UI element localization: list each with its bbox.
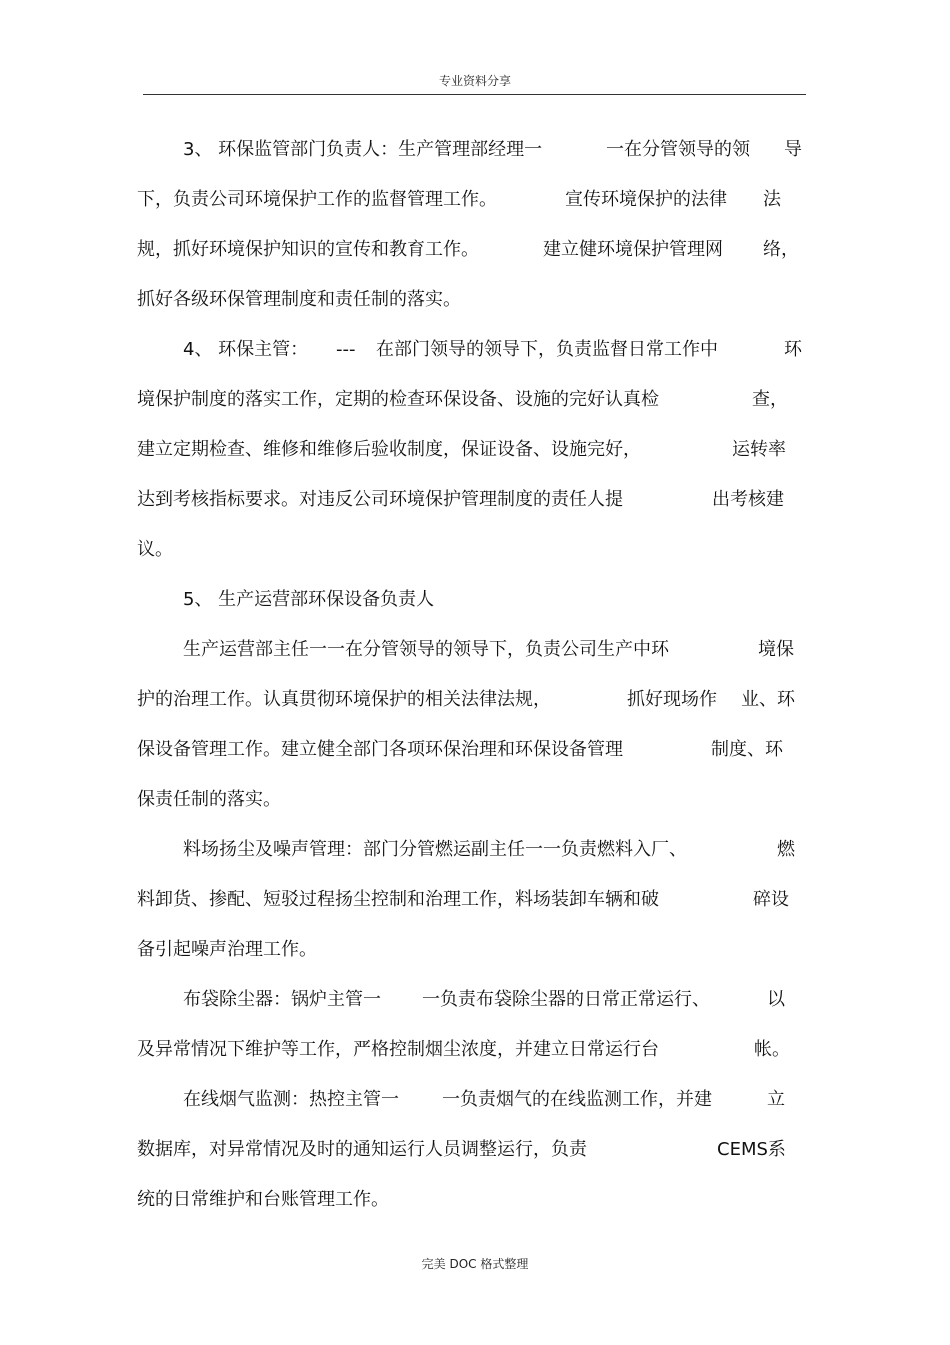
text-segment: 抓好现场作	[627, 689, 717, 710]
text-segment: 建立健环境保护管理网	[543, 239, 723, 260]
text-segment: 查，	[752, 389, 788, 410]
text-segment: 料场扬尘及噪声管理：部门分管燃运副主任一一负责燃料入厂、	[183, 839, 687, 860]
text-segment: 议。	[137, 539, 173, 560]
header-rule	[143, 94, 806, 95]
text-line	[0, 885, 950, 915]
text-segment: 出考核建	[712, 489, 784, 510]
text-line	[0, 785, 950, 815]
text-segment: 一负责布袋除尘器的日常正常运行、	[422, 989, 710, 1010]
text-line	[0, 1035, 950, 1065]
text-line	[0, 835, 950, 865]
text-segment: 及异常情况下维护等工作，严格控制烟尘浓度，并建立日常运行台	[137, 1039, 659, 1060]
text-segment: 规，抓好环境保护知识的宣传和教育工作。	[137, 239, 479, 260]
text-segment: 境保	[758, 639, 794, 660]
text-segment: 下，负责公司环境保护工作的监督管理工作。	[137, 189, 497, 210]
text-segment: 备引起噪声治理工作。	[137, 939, 317, 960]
text-segment: 法	[763, 189, 781, 210]
text-segment: 4、 环保主管：	[183, 339, 309, 360]
text-line	[0, 185, 950, 215]
text-segment: 布袋除尘器：锅炉主管一	[183, 989, 381, 1010]
text-segment: 一负责烟气的在线监测工作，并建	[442, 1089, 712, 1110]
text-segment: 一在分管领导的领	[606, 139, 750, 160]
text-segment: 数据库，对异常情况及时的通知运行人员调整运行，负责	[137, 1139, 587, 1160]
text-segment: 运转率	[732, 439, 786, 460]
text-segment: 业、环	[741, 689, 795, 710]
text-line	[0, 985, 950, 1015]
text-segment: 建立定期检查、维修和维修后验收制度，保证设备、设施完好，	[137, 439, 641, 460]
text-segment: 宣传环境保护的法律	[565, 189, 727, 210]
text-segment: 在部门领导的领导下，负责监督日常工作中	[376, 339, 718, 360]
text-segment: 络，	[763, 239, 799, 260]
text-segment: 5、 生产运营部环保设备负责人	[183, 589, 435, 610]
text-line	[0, 1085, 950, 1115]
text-segment: ---	[336, 339, 356, 360]
text-line	[0, 735, 950, 765]
text-segment: 帐。	[754, 1039, 790, 1060]
text-line	[0, 235, 950, 265]
text-segment: CEMS系	[717, 1139, 786, 1160]
text-segment: 制度、环	[711, 739, 783, 760]
text-line	[0, 535, 950, 565]
text-line	[0, 585, 950, 615]
text-segment: 达到考核指标要求。对违反公司环境保护管理制度的责任人提	[137, 489, 623, 510]
text-segment: 保设备管理工作。建立健全部门各项环保治理和环保设备管理	[137, 739, 623, 760]
text-segment: 料卸货、掺配、短驳过程扬尘控制和治理工作，料场装卸车辆和破	[137, 889, 659, 910]
text-segment: 抓好各级环保管理制度和责任制的落实。	[137, 289, 461, 310]
text-segment: 立	[767, 1089, 785, 1110]
text-line	[0, 1185, 950, 1215]
text-line	[0, 635, 950, 665]
text-segment: 生产运营部主任一一在分管领导的领导下，负责公司生产中环	[183, 639, 669, 660]
text-line	[0, 285, 950, 315]
text-segment: 保责任制的落实。	[137, 789, 281, 810]
text-line	[0, 485, 950, 515]
text-line	[0, 685, 950, 715]
text-segment: 境保护制度的落实工作，定期的检查环保设备、设施的完好认真检	[137, 389, 659, 410]
text-segment: 碎设	[753, 889, 789, 910]
page-header: 专业资料分享	[438, 74, 511, 88]
text-segment: 在线烟气监测：热控主管一	[183, 1089, 399, 1110]
text-line	[0, 335, 950, 365]
text-line	[0, 1135, 950, 1165]
text-line	[0, 435, 950, 465]
text-line	[0, 385, 950, 415]
page-footer: 完美 DOC 格式整理	[421, 1257, 529, 1271]
text-segment: 护的治理工作。认真贯彻环境保护的相关法律法规，	[137, 689, 551, 710]
text-segment: 导	[784, 139, 802, 160]
text-segment: 环	[784, 339, 802, 360]
text-line	[0, 135, 950, 165]
text-line	[0, 935, 950, 965]
text-segment: 统的日常维护和台账管理工作。	[137, 1189, 389, 1210]
text-segment: 以	[767, 989, 785, 1010]
text-segment: 3、 环保监管部门负责人：生产管理部经理一	[183, 139, 543, 160]
text-segment: 燃	[777, 839, 795, 860]
